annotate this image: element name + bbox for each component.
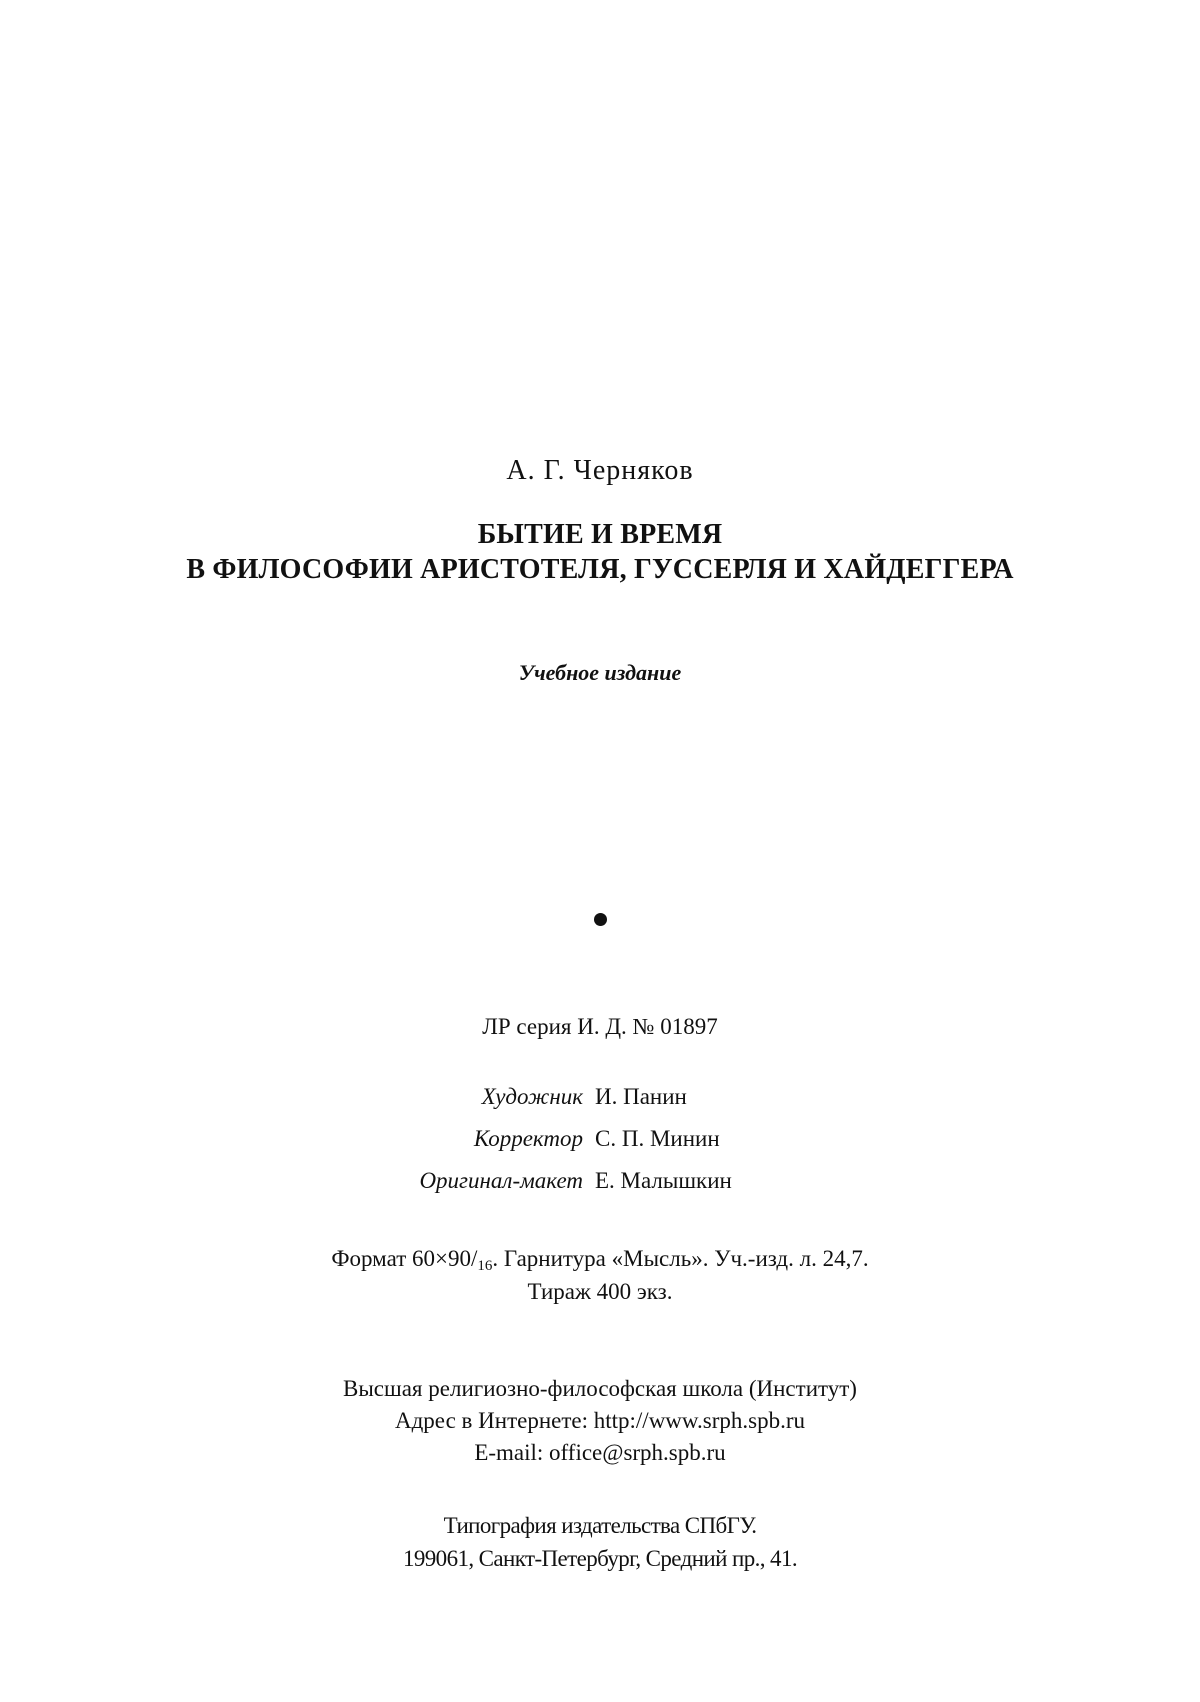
credit-role: Художник <box>481 1084 583 1109</box>
publisher-name: Высшая религиозно-философская школа (Институт) <box>343 1376 857 1401</box>
credit-role: Оригинал-макет <box>419 1168 583 1193</box>
author-name: А. Г. Черняков <box>506 455 694 486</box>
format-suffix: . Гарнитура «Мысль». Уч.-изд. л. 24,7. <box>492 1246 869 1271</box>
printing-house: Типография издательства СПбГУ. <box>443 1513 757 1538</box>
printing-address: 199061, Санкт-Петербург, Средний пр., 41. <box>402 1546 798 1571</box>
format-denominator: 16 <box>477 1258 493 1274</box>
credit-row-artist <box>300 1084 1000 1126</box>
credit-role: Корректор <box>473 1126 583 1151</box>
format-info <box>0 1246 1200 1275</box>
license-number: ЛР серия И. Д. № 01897 <box>482 1014 718 1039</box>
book-title-line-2: В ФИЛОСОФИИ АРИСТОТЕЛЯ, ГУССЕРЛЯ И ХАЙДЕГГЕРА <box>186 554 1014 585</box>
credit-row-layout <box>300 1168 1000 1210</box>
bullet-ornament <box>594 913 607 926</box>
credit-name: Е. Малышкин <box>595 1168 732 1193</box>
credits-list <box>300 1084 1000 1210</box>
publisher-website: Адрес в Интернете: http://www.srph.spb.ru <box>394 1408 805 1433</box>
print-run: Тираж 400 экз. <box>527 1279 673 1304</box>
credit-row-proofreader <box>300 1126 1000 1168</box>
format-prefix: Формат 60×90/ <box>331 1246 478 1271</box>
credit-name: И. Панин <box>595 1084 687 1109</box>
edition-type: Учебное издание <box>518 660 682 685</box>
book-title-line-1: БЫТИЕ И ВРЕМЯ <box>477 519 723 550</box>
publisher-email: E-mail: office@srph.spb.ru <box>474 1440 726 1465</box>
credit-name: С. П. Минин <box>595 1126 720 1151</box>
